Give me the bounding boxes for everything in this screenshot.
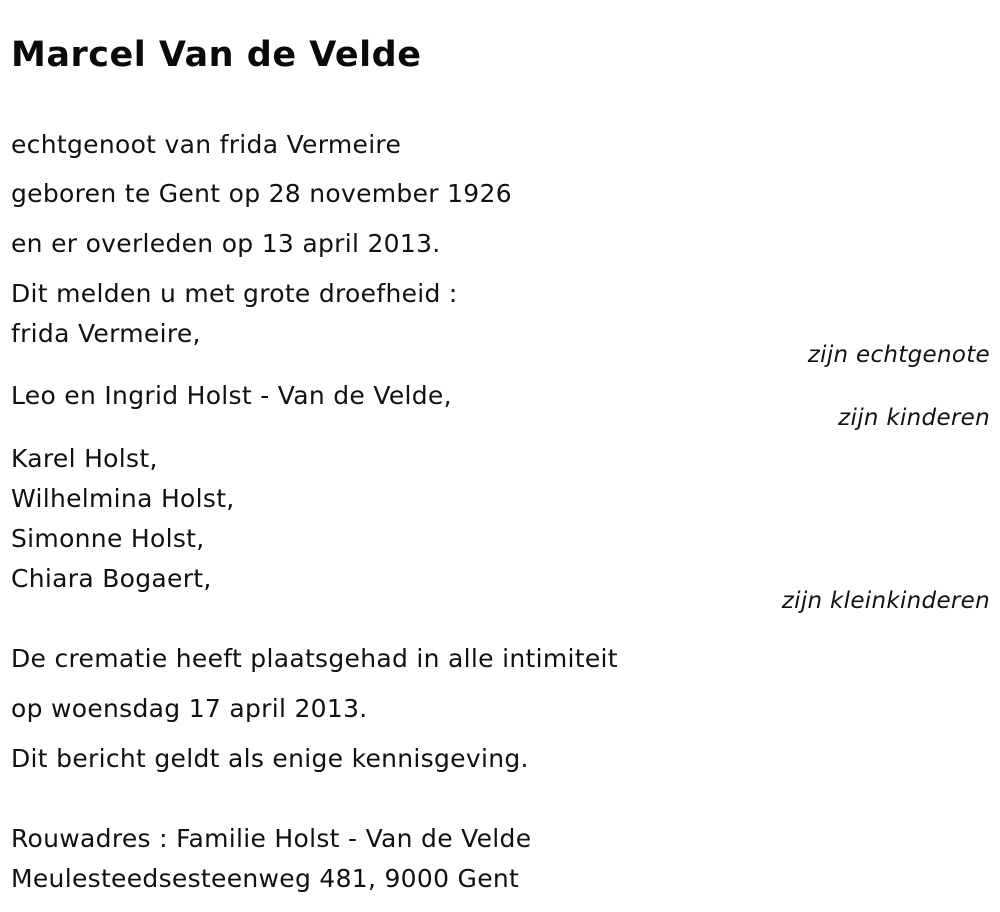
- mourning-address-line-1: Rouwadres : Familie Holst - Van de Velde: [11, 824, 532, 853]
- mourner-grandchildren-role: zijn kleinkinderen: [781, 588, 990, 614]
- announcement-line: Dit melden u met grote droefheid :: [11, 279, 458, 308]
- cremation-date-line: op woensdag 17 april 2013.: [11, 694, 368, 723]
- mourner-grandchild-name: Wilhelmina Holst,: [11, 484, 235, 513]
- birth-line: geboren te Gent op 28 november 1926: [11, 179, 512, 208]
- mourner-grandchild-name: Simonne Holst,: [11, 524, 205, 553]
- spouse-line: echtgenoot van frida Vermeire: [11, 130, 402, 159]
- deceased-name-title: Marcel Van de Velde: [11, 35, 422, 75]
- death-line: en er overleden op 13 april 2013.: [11, 229, 441, 258]
- mourner-children-role: zijn kinderen: [838, 405, 990, 431]
- mourner-grandchild-name: Karel Holst,: [11, 444, 158, 473]
- mourner-spouse-role: zijn echtgenote: [807, 342, 990, 368]
- cremation-line: De crematie heeft plaatsgehad in alle intimiteit: [11, 644, 618, 673]
- mourning-address-line-2: Meulesteedsesteenweg 481, 9000 Gent: [11, 864, 520, 893]
- mourner-spouse-name: frida Vermeire,: [11, 319, 201, 348]
- mourner-grandchild-name: Chiara Bogaert,: [11, 564, 212, 593]
- mourner-children-name: Leo en Ingrid Holst - Van de Velde,: [11, 381, 452, 410]
- notice-line: Dit bericht geldt als enige kennisgeving.: [11, 744, 529, 773]
